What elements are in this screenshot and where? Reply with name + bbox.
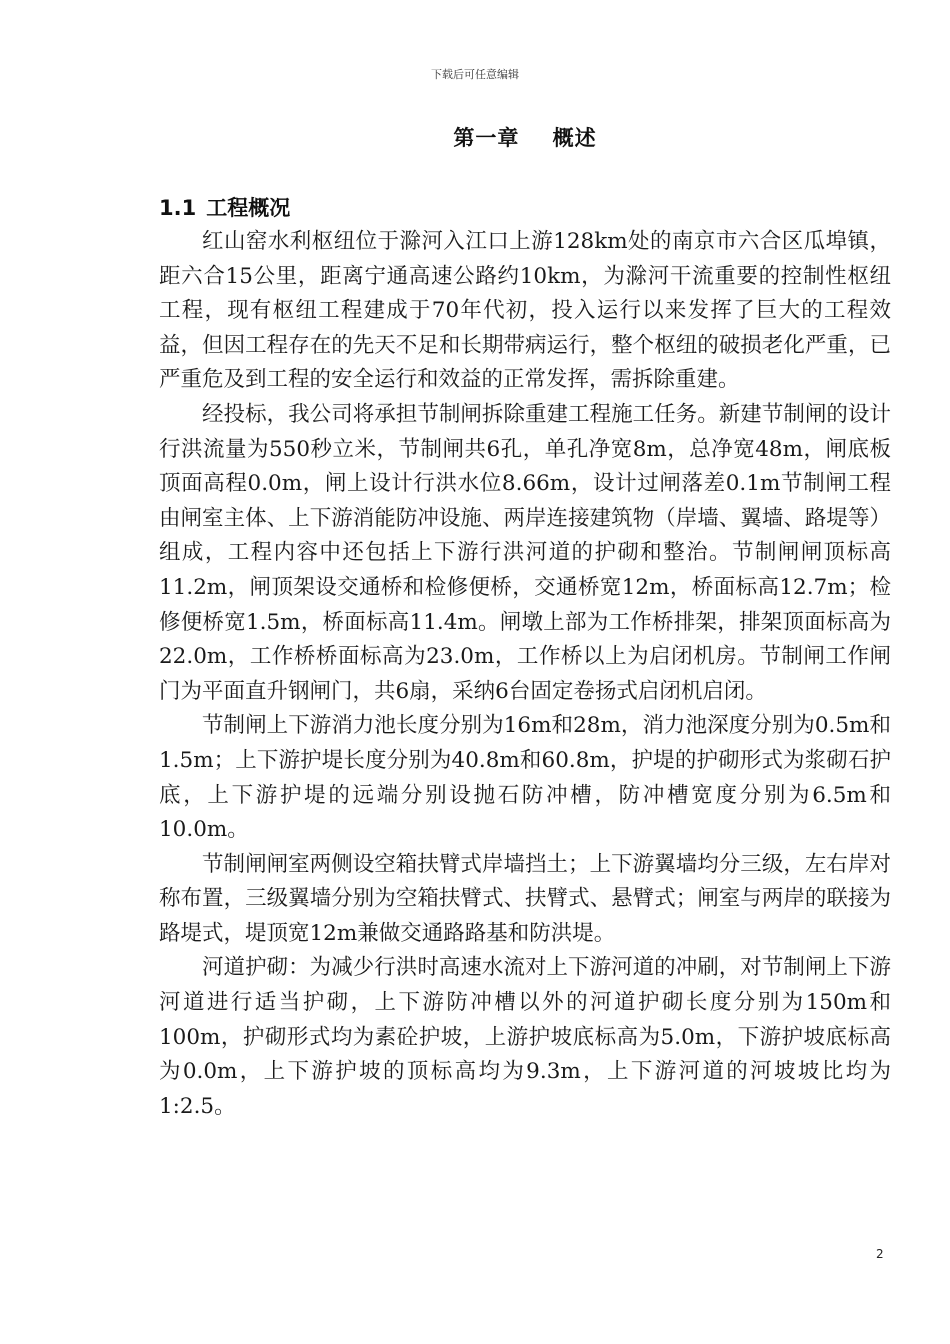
body-text [159, 225, 891, 1124]
section-heading [159, 192, 290, 222]
paragraph: 节制闸闸室两侧设空箱扶臂式岸墙挡土；上下游翼墙均分三级，左右岸对称布置，三级翼墙分别为空箱扶臂式、扶臂式、悬臂式；闸室与两岸的联接为路堤式，堤顶宽12m兼做交通路路基和防洪堤。 [159, 851, 891, 946]
section-number: 1.1 [159, 196, 197, 220]
page-number: 2 [876, 1247, 884, 1261]
paragraph: 经投标，我公司将承担节制闸拆除重建工程施工任务。新建节制闸的设计行洪流量为550秒立米，节制闸共6孔，单孔净宽8m，总净宽48m，闸底板顶面高程0.0m，闸上设计行洪水位8.66m，设计过闸落差0.1m节制闸工程由闸室主体、上下游消能防冲设施、两岸连接建筑物（岸墙、翼墙、路堤等）组成，工程内容中还包括上下游行洪河道的护砌和整治。节制闸闸顶标高11.2m，闸顶架设交通桥和检修便桥，交通桥宽12m，桥面标高12.7m；检修便桥宽1.5m，桥面标高11.4m。闸墩上部为工作桥排架，排架顶面标高为22.0m，工作桥桥面标高为23.0m，工作桥以上为启闭机房。节制闸工作闸门为平面直升钢闸门，共6扇，采纳6台固定卷扬式启闭机启闭。 [159, 401, 891, 704]
paragraph: 红山窑水利枢纽位于滁河入江口上游128km处的南京市六合区瓜埠镇，距六合15公里，距离宁通高速公路约10km，为滁河干流重要的控制性枢纽工程，现有枢纽工程建成于70年代初，投入运行以来发挥了巨大的工程效益，但因工程存在的先天不足和长期带病运行，整个枢纽的破损老化严重，已严重危及到工程的安全运行和效益的正常发挥，需拆除重建。 [159, 229, 891, 393]
paragraph: 节制闸上下游消力池长度分别为16m和28m，消力池深度分别为0.5m和1.5m；上下游护堤长度分别为40.8m和60.8m，护堤的护砌形式为浆砌石护底，上下游护堤的远端分别设抛石防冲槽，防冲槽宽度分别为6.5m和10.0m。 [159, 713, 891, 843]
section-title-text: 工程概况 [206, 196, 291, 220]
chapter-title: 第一章 概述 [453, 126, 597, 150]
paragraph: 河道护砌：为减少行洪时高速水流对上下游河道的冲刷，对节制闸上下游河道进行适当护砌，上下游防冲槽以外的河道护砌长度分别为150m和100m，护砌形式均为素砼护坡，上游护坡底标高为5.0m，下游护坡底标高为0.0m，上下游护坡的顶标高均为9.3m，上下游河道的河坡坡比均为1:2.5。 [159, 955, 891, 1119]
page-header: 下载后可任意编辑 [431, 68, 519, 81]
